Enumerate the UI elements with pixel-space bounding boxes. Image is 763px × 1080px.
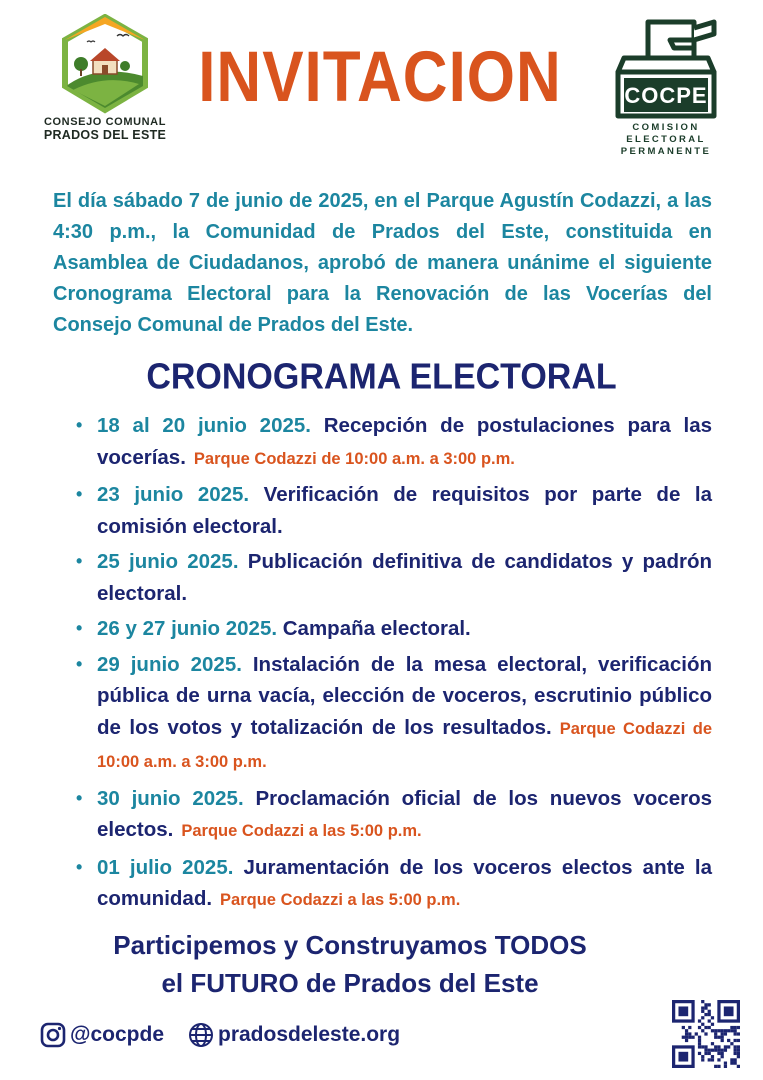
schedule-text: Publicación definitiva de candidatos y padrón electoral.	[97, 550, 713, 605]
schedule-place: Parque Codazzi a las 5:00 p.m.	[220, 891, 461, 909]
schedule-date: 01 julio 2025.	[97, 855, 234, 879]
schedule-text: Juramentación de los voceros electos ante la comunidad.	[97, 855, 713, 910]
schedule-text: Recepción de postulaciones para las vocerías.	[97, 414, 712, 469]
schedule-item	[76, 649, 712, 779]
schedule-date: 29 junio 2025.	[97, 652, 242, 676]
schedule-text: Proclamación oficial de los nuevos voceros electos.	[97, 786, 712, 841]
schedule-item	[76, 783, 712, 848]
prados-del-este-label: PRADOS DEL ESTE	[43, 128, 167, 142]
cocpe-acronym: COCPE	[624, 83, 708, 108]
schedule-list	[76, 410, 712, 921]
ballot-box-icon	[610, 14, 722, 122]
bullet-icon: •	[76, 551, 83, 571]
qr-code-icon[interactable]	[672, 1000, 740, 1068]
schedule-item	[76, 546, 712, 609]
schedule-item	[76, 410, 712, 475]
website-url: pradosdeleste.org	[218, 1023, 401, 1046]
cocpe-logo	[606, 14, 726, 158]
section-title: CRONOGRAMA ELECTORAL	[146, 357, 617, 397]
schedule-place: Parque Codazzi de 10:00 a.m. a 3:00 p.m.	[97, 719, 713, 771]
consejo-comunal-logo	[30, 14, 180, 142]
globe-icon	[188, 1022, 214, 1048]
schedule-date: 26 y 27 junio 2025.	[97, 617, 278, 640]
closing-message	[0, 926, 700, 1002]
schedule-item	[76, 479, 712, 542]
cocpe-electoral: ELECTORAL	[626, 134, 706, 145]
schedule-place: Parque Codazzi de 10:00 a.m. a 3:00 p.m.	[193, 449, 515, 468]
bullet-icon: •	[76, 787, 83, 808]
schedule-date: 23 junio 2025.	[97, 483, 250, 506]
schedule-text: Verificación de requisitos por parte de la comisión electoral.	[97, 483, 712, 538]
schedule-text: Instalación de la mesa electoral, verificación pública de urna vacía, elección de voceros, escrutinio público de los votos y totalización de los resultados.	[97, 652, 712, 739]
bullet-icon: •	[76, 484, 83, 504]
closing-line-2: el FUTURO de Prados del Este	[161, 968, 539, 998]
schedule-item	[76, 852, 712, 917]
instagram-link[interactable]	[40, 1022, 164, 1048]
page-title: INVITACION	[198, 37, 562, 118]
schedule-place: Parque Codazzi a las 5:00 p.m.	[181, 822, 422, 840]
social-bar	[40, 1022, 424, 1048]
bullet-icon: •	[76, 856, 83, 877]
bullet-icon: •	[76, 415, 83, 435]
schedule-item	[76, 613, 712, 645]
schedule-date: 18 al 20 junio 2025.	[97, 414, 311, 437]
schedule-text: Campaña electoral.	[282, 617, 471, 640]
bullet-icon: •	[76, 618, 83, 638]
bullet-icon: •	[76, 653, 83, 674]
schedule-date: 30 junio 2025.	[97, 786, 244, 810]
schedule-date: 25 junio 2025.	[97, 550, 239, 573]
instagram-handle: @cocpde	[70, 1023, 164, 1046]
community-logo-icon	[59, 14, 151, 114]
instagram-icon	[40, 1022, 66, 1048]
consejo-comunal-label: CONSEJO COMUNAL	[43, 116, 167, 128]
intro-paragraph: El día sábado 7 de junio de 2025, en el Parque Agustín Codazzi, a las 4:30 p.m., la Comunidad de Prados del Este, constituida en Asamblea de Ciudadanos, aprobó de manera unánime el siguiente Cronograma Electoral para la Renovación de las Vocerías del Consejo Comunal de Prados del Este.	[53, 190, 712, 336]
website-link[interactable]	[188, 1022, 400, 1048]
cocpe-permanente: PERMANENTE	[620, 146, 712, 157]
cocpe-comision: COMISION	[632, 122, 700, 133]
closing-line-1: Participemos y Construyamos TODOS	[113, 930, 587, 960]
